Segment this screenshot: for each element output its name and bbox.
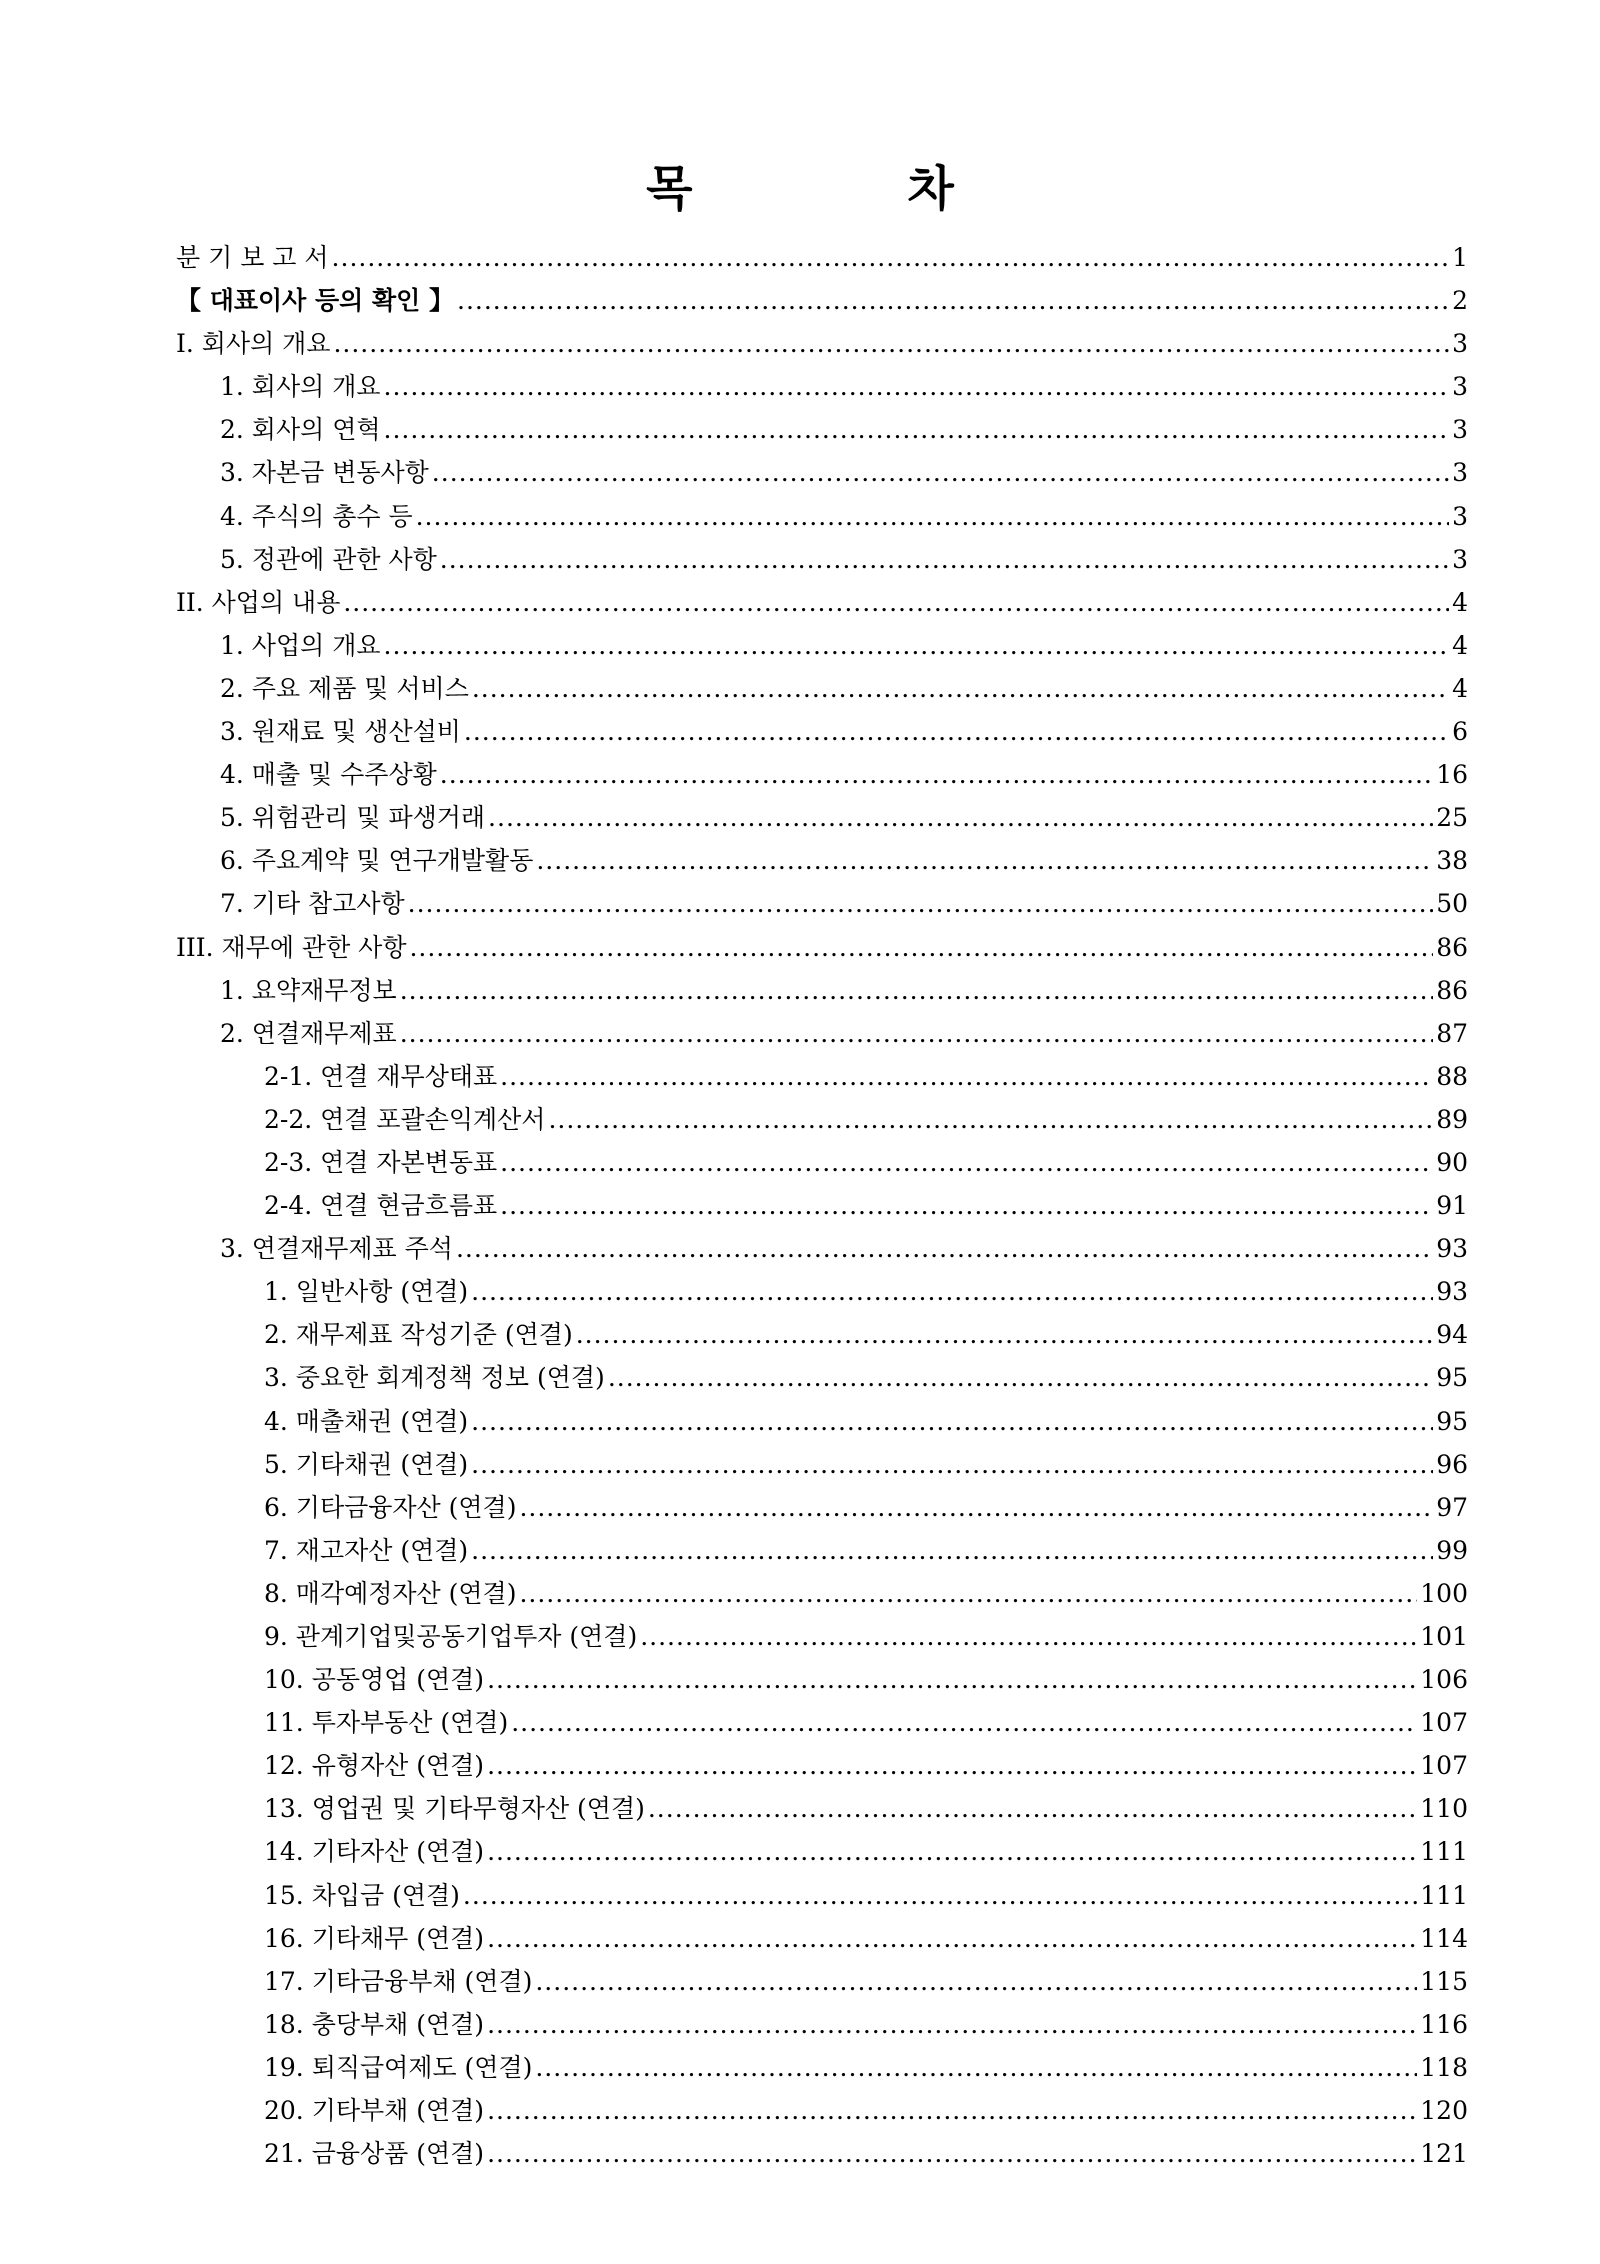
toc-entry-label: 2. 연결재무제표 xyxy=(220,1018,397,1048)
toc-entry-page: 89 xyxy=(1436,1104,1468,1134)
toc-entry[interactable] xyxy=(176,1832,1468,1875)
toc-leader-dots xyxy=(608,1363,1433,1392)
toc-entry-page: 96 xyxy=(1436,1449,1468,1479)
title-char-2: 차 xyxy=(907,161,954,217)
toc-leader-dots xyxy=(384,415,1450,444)
toc-entry-label: 분 기 보 고 서 xyxy=(176,243,329,272)
toc-entry[interactable] xyxy=(176,497,1468,540)
toc-entry-page: 4 xyxy=(1452,587,1468,617)
toc-entry-label: 9. 관계기업및공동기업투자 (연결) xyxy=(264,1622,638,1651)
toc-leader-dots xyxy=(440,760,1433,789)
toc-leader-dots xyxy=(463,1881,1417,1910)
toc-entry-page: 2 xyxy=(1452,286,1468,316)
toc-entry[interactable] xyxy=(176,1660,1468,1703)
toc-entry-page: 86 xyxy=(1436,975,1468,1005)
toc-leader-dots xyxy=(471,1407,1433,1436)
toc-entry[interactable] xyxy=(176,928,1468,971)
toc-entry[interactable] xyxy=(176,2005,1468,2048)
toc-entry-page: 3 xyxy=(1452,329,1468,359)
toc-entry[interactable] xyxy=(176,1315,1468,1358)
toc-entry[interactable] xyxy=(176,1703,1468,1746)
toc-entry-page: 111 xyxy=(1420,1880,1468,1910)
toc-leader-dots xyxy=(409,933,1433,962)
toc-entry[interactable] xyxy=(176,798,1468,841)
toc-entry-page: 120 xyxy=(1420,2096,1468,2126)
toc-entry-page: 106 xyxy=(1420,1665,1468,1695)
toc-entry-label: II. 사업의 내용 xyxy=(176,587,341,617)
toc-entry-page: 115 xyxy=(1420,1966,1468,1996)
toc-entry-page: 90 xyxy=(1436,1147,1468,1177)
toc-entry-label: 4. 매출채권 (연결) xyxy=(264,1406,469,1436)
toc-entry-label: 5. 정관에 관한 사항 xyxy=(220,544,437,574)
toc-entry-label: 18. 충당부채 (연결) xyxy=(264,2009,485,2039)
toc-leader-dots xyxy=(333,329,1449,358)
toc-entry-page: 6 xyxy=(1452,717,1468,747)
toc-entry[interactable] xyxy=(176,1358,1468,1401)
toc-entry-label: 2. 주요 제품 및 서비스 xyxy=(220,673,469,703)
toc-entry-page: 114 xyxy=(1420,1923,1468,1953)
toc-entry[interactable] xyxy=(176,1574,1468,1617)
toc-entry[interactable] xyxy=(176,971,1468,1014)
toc-entry[interactable] xyxy=(176,1789,1468,1832)
toc-entry[interactable] xyxy=(176,2134,1468,2177)
toc-leader-dots xyxy=(471,1450,1433,1479)
toc-entry-page: 4 xyxy=(1452,673,1468,703)
toc-leader-dots xyxy=(440,545,1449,574)
toc-entry[interactable] xyxy=(176,1057,1468,1100)
toc-entry-page: 1 xyxy=(1452,243,1468,272)
toc-entry-page: 93 xyxy=(1436,1234,1468,1264)
toc-entry-label: III. 재무에 관한 사항 xyxy=(176,932,407,962)
toc-leader-dots xyxy=(416,502,1450,531)
toc-entry-label: 7. 재고자산 (연결) xyxy=(264,1535,469,1565)
toc-leader-dots xyxy=(519,1493,1433,1522)
toc-entry[interactable] xyxy=(176,1229,1468,1272)
toc-entry-label: 2. 회사의 연혁 xyxy=(220,415,381,445)
toc-entry-page: 107 xyxy=(1420,1751,1468,1781)
toc-entry[interactable] xyxy=(176,884,1468,927)
toc-entry-label: 2-2. 연결 포괄손익계산서 xyxy=(264,1104,546,1134)
toc-leader-dots xyxy=(511,1708,1417,1737)
toc-entry[interactable] xyxy=(176,540,1468,583)
toc-entry-label: 3. 연결재무제표 주석 xyxy=(220,1234,453,1264)
toc-entry-label: 1. 일반사항 (연결) xyxy=(264,1277,469,1307)
toc-entry[interactable] xyxy=(176,1014,1468,1057)
toc-entry-label: 2-3. 연결 자본변동표 xyxy=(264,1147,498,1177)
toc-leader-dots xyxy=(487,1924,1417,1953)
toc-entry-label: 8. 매각예정자산 (연결) xyxy=(264,1578,517,1608)
toc-entry-page: 16 xyxy=(1436,760,1468,790)
toc-entry[interactable] xyxy=(176,1402,1468,1445)
toc-entry[interactable] xyxy=(176,453,1468,496)
toc-entry-page: 118 xyxy=(1420,2052,1468,2082)
toc-entry-label: 4. 매출 및 수주상황 xyxy=(220,760,437,790)
toc-entry-page: 110 xyxy=(1420,1794,1468,1824)
toc-entry[interactable] xyxy=(176,1488,1468,1531)
toc-entry[interactable] xyxy=(176,1876,1468,1919)
toc-leader-dots xyxy=(464,717,1449,746)
toc-entry[interactable] xyxy=(176,281,1468,324)
toc-entry-page: 87 xyxy=(1436,1018,1468,1048)
toc-entry-page: 86 xyxy=(1436,932,1468,962)
toc-entry-page: 3 xyxy=(1452,372,1468,402)
toc-entry-page: 99 xyxy=(1436,1535,1468,1565)
toc-entry-page: 116 xyxy=(1420,2009,1468,2039)
toc-entry-label: 14. 기타자산 (연결) xyxy=(264,1837,485,1867)
toc-entry-label: 1. 회사의 개요 xyxy=(220,372,381,402)
toc-leader-dots xyxy=(400,1019,1433,1048)
toc-entry-page: 3 xyxy=(1452,458,1468,488)
toc-leader-dots xyxy=(487,1837,1417,1866)
toc-entry-label: I. 회사의 개요 xyxy=(176,329,331,359)
toc-entry[interactable] xyxy=(176,2091,1468,2134)
toc-leader-dots xyxy=(500,1062,1433,1091)
toc-entry-page: 88 xyxy=(1436,1061,1468,1091)
toc-entry-page: 4 xyxy=(1452,630,1468,660)
toc-entry[interactable] xyxy=(176,755,1468,798)
toc-entry-page: 3 xyxy=(1452,544,1468,574)
toc-entry-label: 19. 퇴직급여제도 (연결) xyxy=(264,2052,533,2082)
toc-leader-dots xyxy=(640,1622,1417,1651)
toc-entry-label: 11. 투자부동산 (연결) xyxy=(264,1708,509,1738)
toc-entry-label: 2-1. 연결 재무상태표 xyxy=(264,1061,498,1091)
toc-entry-label: 21. 금융상품 (연결) xyxy=(264,2139,485,2169)
toc-leader-dots xyxy=(548,1105,1433,1134)
toc-leader-dots xyxy=(488,803,1433,832)
title-char-1: 목 xyxy=(646,161,693,217)
toc-entry[interactable] xyxy=(176,583,1468,626)
toc-entry-page: 94 xyxy=(1436,1320,1468,1350)
toc-entry-label: 2-4. 연결 현금흐름표 xyxy=(264,1191,498,1221)
toc-entry[interactable] xyxy=(176,238,1468,281)
toc-leader-dots xyxy=(408,889,1434,918)
toc-entry[interactable] xyxy=(176,1962,1468,2005)
toc-leader-dots xyxy=(471,1277,1433,1306)
toc-entry[interactable] xyxy=(176,1272,1468,1315)
toc-entry-label: 5. 기타채권 (연결) xyxy=(264,1449,469,1479)
toc-entry-page: 101 xyxy=(1420,1622,1468,1651)
toc-entry[interactable] xyxy=(176,1919,1468,1962)
toc-leader-dots xyxy=(487,1665,1417,1694)
toc-entry-label: 1. 요약재무정보 xyxy=(220,975,397,1005)
toc-entry-page: 95 xyxy=(1436,1363,1468,1393)
toc-entry-page: 97 xyxy=(1436,1492,1468,1522)
toc-entry-page: 91 xyxy=(1436,1191,1468,1221)
toc-entry-label: 7. 기타 참고사항 xyxy=(220,889,405,919)
toc-leader-dots xyxy=(343,588,1449,617)
toc-entry[interactable] xyxy=(176,841,1468,884)
toc-entry-label: 16. 기타채무 (연결) xyxy=(264,1923,485,1953)
toc-leader-dots xyxy=(576,1320,1433,1349)
toc-leader-dots xyxy=(332,243,1450,272)
toc-leader-dots xyxy=(400,976,1433,1005)
toc-entry-page: 38 xyxy=(1436,846,1468,876)
toc-entry-label: 3. 자본금 변동사항 xyxy=(220,458,429,488)
toc-leader-dots xyxy=(384,372,1450,401)
toc-entry-label: 17. 기타금융부채 (연결) xyxy=(264,1966,533,1996)
toc-entry-label: 1. 사업의 개요 xyxy=(220,630,381,660)
toc-entry[interactable] xyxy=(176,626,1468,669)
toc-entry-page: 3 xyxy=(1452,501,1468,531)
toc-entry-label: 10. 공동영업 (연결) xyxy=(264,1665,485,1695)
toc-leader-dots xyxy=(535,2053,1417,2082)
toc-entry-label: 3. 원재료 및 생산설비 xyxy=(220,717,461,747)
toc-entry[interactable] xyxy=(176,410,1468,453)
toc-entry-page: 3 xyxy=(1452,415,1468,445)
toc-entry-label: 3. 중요한 회계정책 정보 (연결) xyxy=(264,1363,605,1393)
toc-entry[interactable] xyxy=(176,2048,1468,2091)
toc-leader-dots xyxy=(472,674,1449,703)
toc-leader-dots xyxy=(648,1794,1417,1823)
toc-leader-dots xyxy=(500,1148,1433,1177)
toc-leader-dots xyxy=(519,1579,1417,1608)
toc-entry-page: 95 xyxy=(1436,1406,1468,1436)
toc-entry[interactable] xyxy=(176,712,1468,755)
toc-entry-label: 2. 재무제표 작성기준 (연결) xyxy=(264,1320,573,1350)
toc-leader-dots xyxy=(487,2010,1417,2039)
toc-entry[interactable] xyxy=(176,669,1468,712)
toc-entry-label: 12. 유형자산 (연결) xyxy=(264,1751,485,1781)
toc-entry-page: 50 xyxy=(1436,889,1468,919)
toc-leader-dots xyxy=(487,2096,1417,2125)
page-title xyxy=(0,150,1600,219)
toc-entry[interactable] xyxy=(176,1143,1468,1186)
toc-leader-dots xyxy=(432,458,1449,487)
toc-entry-label: 6. 기타금융자산 (연결) xyxy=(264,1492,517,1522)
table-of-contents xyxy=(176,238,1468,2177)
toc-entry[interactable] xyxy=(176,1186,1468,1229)
toc-leader-dots xyxy=(487,2139,1417,2168)
toc-leader-dots xyxy=(457,286,1449,315)
toc-entry[interactable] xyxy=(176,1531,1468,1574)
toc-leader-dots xyxy=(487,1751,1417,1780)
toc-entry[interactable] xyxy=(176,1100,1468,1143)
toc-entry-label: 【 대표이사 등의 확인 】 xyxy=(176,286,455,316)
toc-entry[interactable] xyxy=(176,1617,1468,1660)
toc-leader-dots xyxy=(535,1967,1417,1996)
toc-entry[interactable] xyxy=(176,367,1468,410)
toc-entry-label: 15. 차입금 (연결) xyxy=(264,1880,460,1910)
toc-entry-page: 25 xyxy=(1436,803,1468,833)
toc-entry[interactable] xyxy=(176,324,1468,367)
toc-leader-dots xyxy=(384,631,1450,660)
toc-entry-page: 107 xyxy=(1420,1708,1468,1738)
toc-entry-page: 93 xyxy=(1436,1277,1468,1307)
toc-leader-dots xyxy=(536,846,1433,875)
toc-entry-label: 5. 위험관리 및 파생거래 xyxy=(220,803,486,833)
toc-leader-dots xyxy=(456,1234,1433,1263)
toc-entry[interactable] xyxy=(176,1746,1468,1789)
toc-leader-dots xyxy=(500,1191,1433,1220)
toc-entry-label: 20. 기타부채 (연결) xyxy=(264,2096,485,2126)
toc-entry-label: 4. 주식의 총수 등 xyxy=(220,501,413,531)
toc-entry-page: 121 xyxy=(1420,2139,1468,2169)
toc-entry-page: 111 xyxy=(1420,1837,1468,1867)
toc-leader-dots xyxy=(471,1536,1433,1565)
toc-entry-page: 100 xyxy=(1420,1578,1468,1608)
toc-entry-label: 6. 주요계약 및 연구개발활동 xyxy=(220,846,534,876)
toc-entry[interactable] xyxy=(176,1445,1468,1488)
toc-entry-label: 13. 영업권 및 기타무형자산 (연결) xyxy=(264,1794,645,1824)
